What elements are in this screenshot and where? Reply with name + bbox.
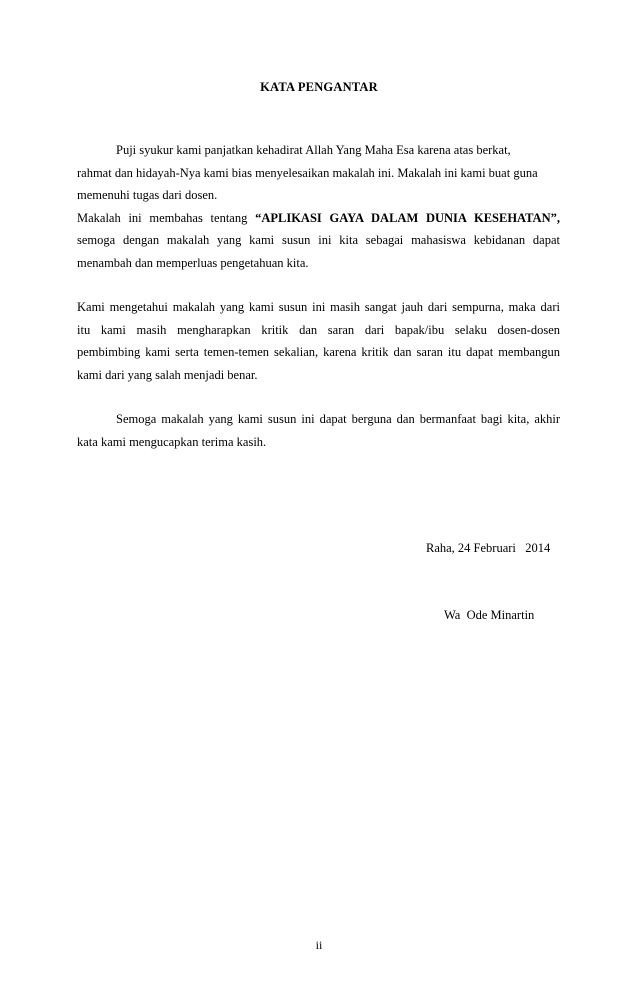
- paragraph-line: pembimbing kami serta temen-temen sekalian, karena kritik dan saran itu dapat membangun: [77, 345, 560, 359]
- page-number: ii: [315, 938, 323, 952]
- topic-title: “APLIKASI GAYA DALAM DUNIA KESEHATAN”,: [255, 210, 560, 225]
- paragraph-line: semoga dengan makalah yang kami susun ini kita sebagai mahasiswa kebidanan dapat: [77, 233, 560, 247]
- paragraph-line: Kami mengetahui makalah yang kami susun ini masih sangat jauh dari sempurna, maka dari: [77, 300, 560, 314]
- paragraph-line: kami dari yang salah menjadi benar.: [77, 367, 258, 382]
- place-date: Raha, 24 Februari 2014: [426, 541, 551, 555]
- signer-name: Wa Ode Minartin: [444, 608, 535, 622]
- page-title: KATA PENGANTAR: [260, 80, 378, 94]
- paragraph-closing: [77, 408, 560, 453]
- paragraph-line: itu kami masih mengharapkan kritik dan saran dari bapak/ibu selaku dosen-dosen: [77, 322, 560, 337]
- paragraph-line: Puji syukur kami panjatkan kehadirat Allah Yang Maha Esa karena atas berkat,: [116, 143, 511, 157]
- paragraph-line: memenuhi tugas dari dosen.: [77, 188, 218, 202]
- paragraph-line: rahmat dan hidayah-Nya kami bias menyelesaikan makalah ini. Makalah ini kami buat guna: [77, 165, 538, 180]
- paragraph-line: kata kami mengucapkan terima kasih.: [77, 434, 267, 449]
- paragraph-line: Semoga makalah yang kami susun ini dapat berguna dan bermanfaat bagi kita, akhir: [116, 412, 560, 426]
- topic-prefix: Makalah ini membahas tentang: [77, 210, 256, 225]
- paragraph-acknowledgement: [77, 296, 560, 386]
- paragraph-line-topic: [77, 207, 560, 230]
- paragraph-line: menambah dan memperluas pengetahuan kita.: [77, 255, 309, 270]
- paragraph-opening: [77, 139, 560, 274]
